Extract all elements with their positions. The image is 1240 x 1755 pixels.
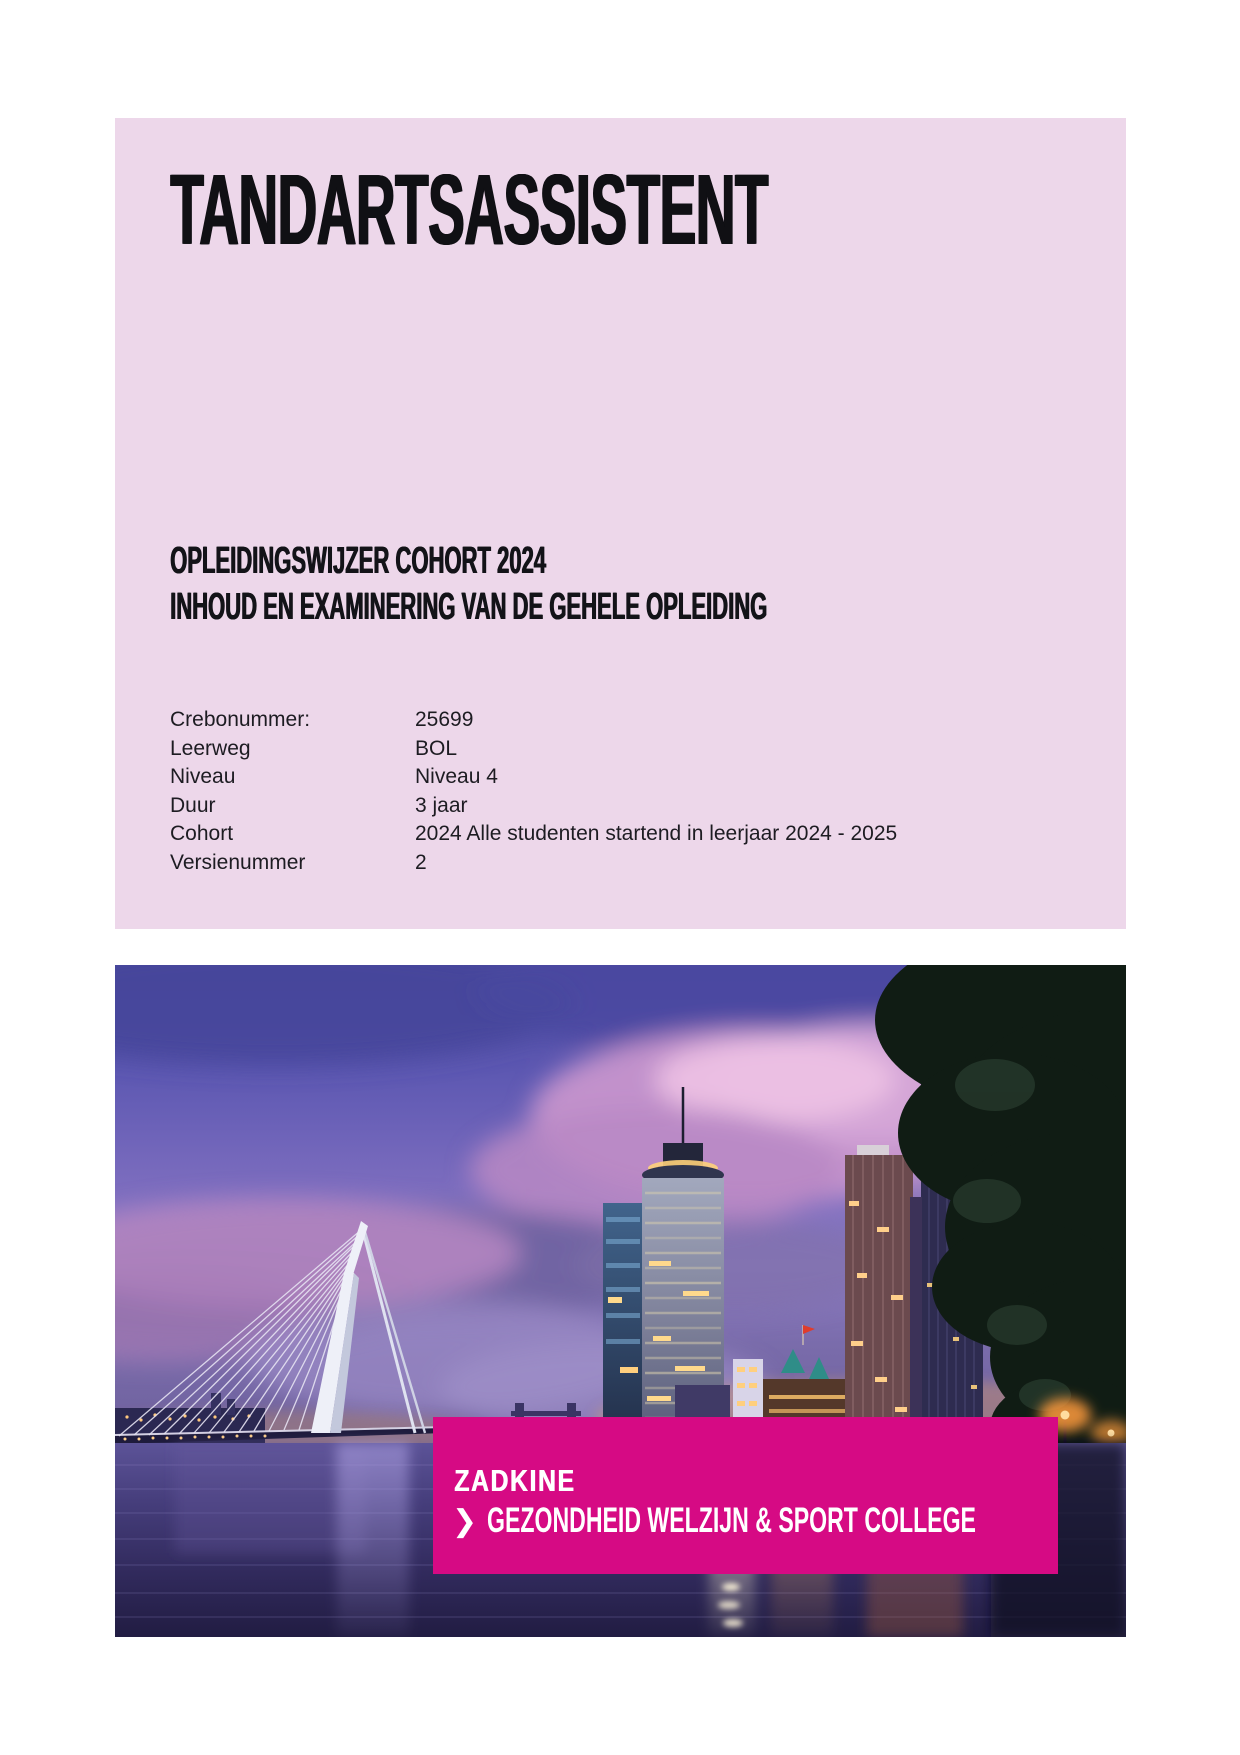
chevron-right-icon: ❯ [452,1505,478,1538]
row-label: Leerweg [170,736,251,760]
table-row [170,849,897,878]
college-line [452,1501,1126,1541]
row-value: 3 jaar [415,793,468,817]
row-label: Crebonummer: [170,708,311,731]
row-label: Duur [170,793,216,817]
row-value: Niveau 4 [415,765,498,788]
row-value: 2 [415,850,427,874]
table-row [170,706,897,735]
cover-photo [115,965,1126,1637]
college-name: GEZONDHEID WELZIJN & SPORT COLLEGE [487,1501,977,1540]
row-label: Cohort [170,822,234,845]
row-value: 2024 Alle studenten startend in leerjaar 2024 - 2025 [415,822,898,845]
page-title: TANDARTSASSISTENT [170,154,768,266]
brand-banner [433,1417,1058,1574]
zadkine-logo: ZADKINE [454,1463,576,1498]
table-row [170,763,897,792]
table-row [170,792,897,821]
row-label: Niveau [170,765,236,788]
row-value: BOL [415,736,458,760]
table-row [170,735,897,764]
subtitle-line-1: OPLEIDINGSWIJZER COHORT 2024 [170,540,546,582]
details-table [170,706,897,877]
row-label: Versienummer [170,850,306,874]
cover-subtitle [170,538,1200,630]
table-row [170,820,897,849]
row-value: 25699 [415,708,474,731]
subtitle-line-2: INHOUD EN EXAMINERING VAN DE GEHELE OPLEIDING [170,586,768,628]
cover-panel [115,118,1126,929]
